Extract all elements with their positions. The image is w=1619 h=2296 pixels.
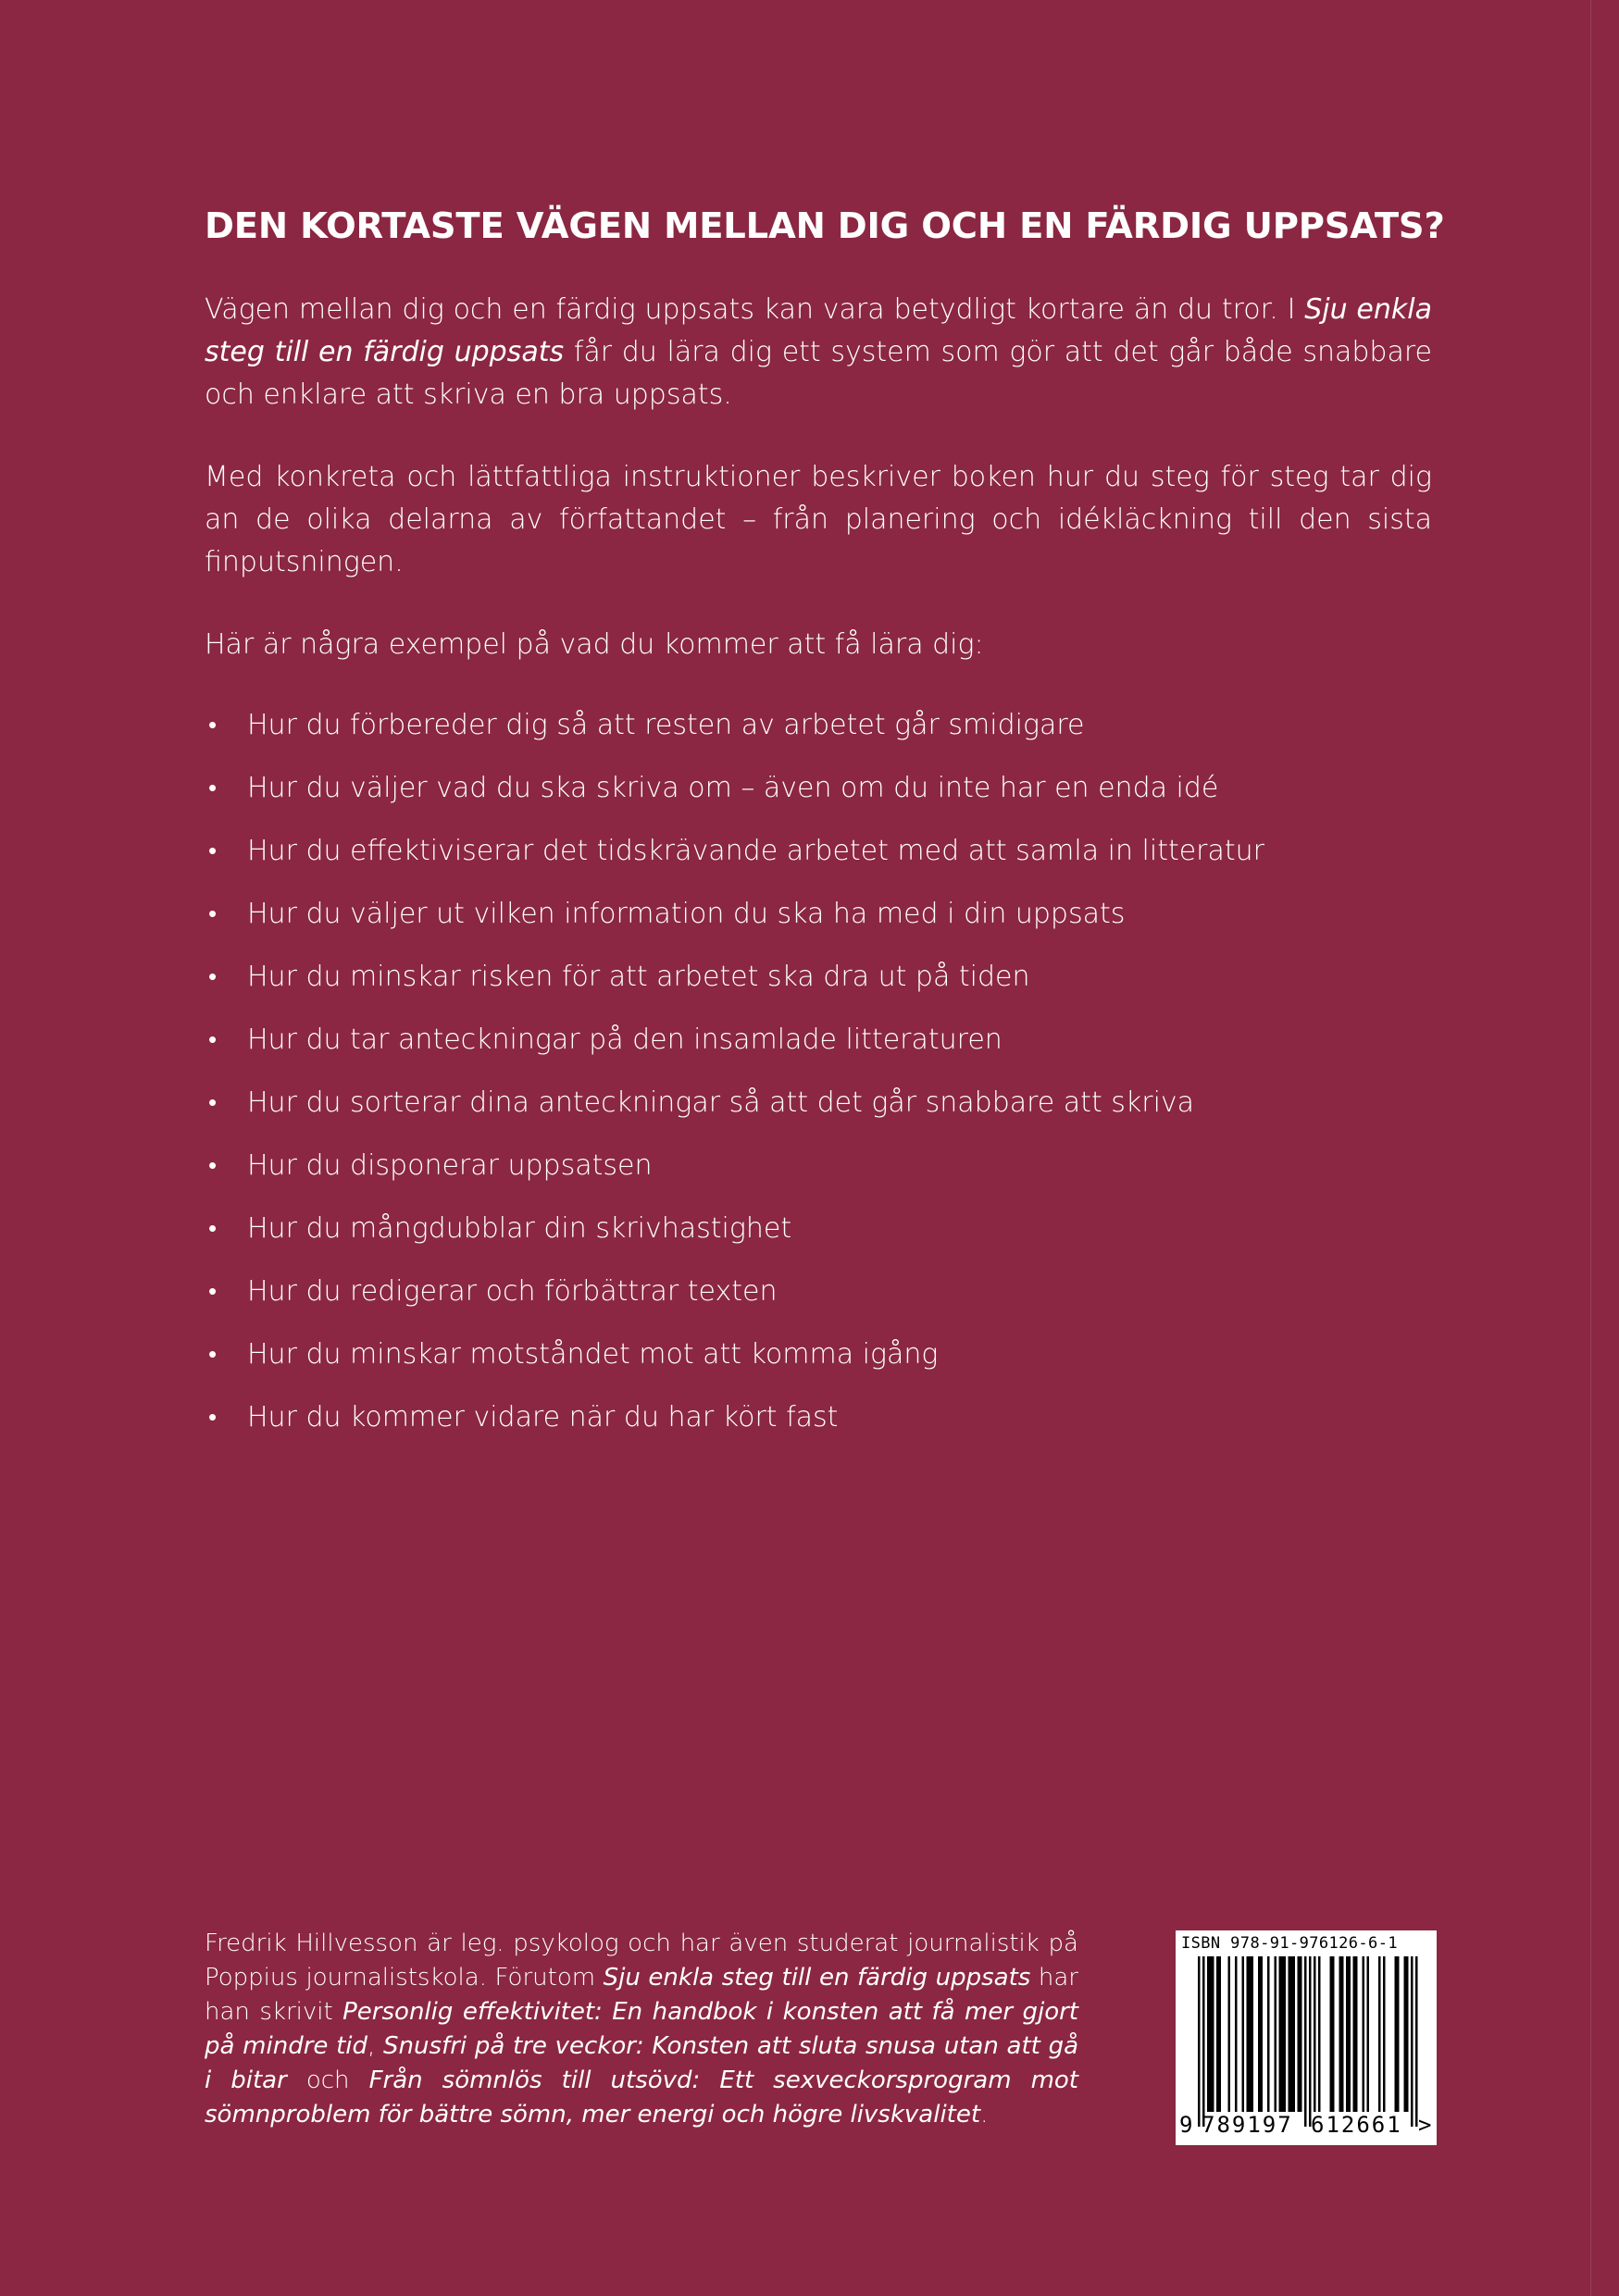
- bullet-icon: •: [208, 900, 218, 928]
- barcode-bar: [1318, 1956, 1321, 2112]
- barcode-bar: [1293, 1956, 1296, 2112]
- barcode-bar: [1261, 1956, 1264, 2112]
- blurb-text: Vägen mellan dig och en färdig uppsats kan vara betydligt kortare än du tror. I: [205, 293, 1305, 326]
- barcode-bar: [1304, 1956, 1307, 2127]
- barcode-bar: [1309, 1956, 1312, 2127]
- list-item-text: Hur du tar anteckningar på den insamlade litteraturen: [247, 1024, 1003, 1056]
- list-item-text: Hur du disponerar uppsatsen: [247, 1149, 653, 1182]
- bio-text: .: [980, 2101, 989, 2128]
- list-item: [205, 956, 1432, 999]
- book-title: Sju enkla steg till en färdig uppsats: [205, 293, 1432, 368]
- barcode-bar: [1267, 1956, 1270, 2112]
- book-title: Personlig effektivitet: En handbok i konsten att få mer gjort på mindre tid: [205, 1998, 1079, 2060]
- bio-text: Fredrik Hillvesson är leg. psykolog och har även studerat journalistik på Poppius journalistskola. Förutom: [205, 1930, 1078, 1992]
- bullet-icon: •: [208, 1152, 218, 1180]
- barcode-bar: [1332, 1956, 1335, 2112]
- barcode-bar: [1353, 1956, 1356, 2112]
- barcode-bar: [1202, 1956, 1205, 2127]
- list-item: [205, 704, 1432, 747]
- barcode-bar: [1219, 1956, 1222, 2112]
- list-item-text: Hur du minskar risken för att arbetet ska dra ut på tiden: [247, 961, 1030, 993]
- quiet-zone-arrow-icon: >: [1418, 2112, 1432, 2138]
- list-item-text: Hur du redigerar och förbättrar texten: [247, 1275, 778, 1308]
- barcode-bar: [1210, 1956, 1213, 2112]
- barcode-bar: [1355, 1956, 1358, 2112]
- barcode-bar: [1404, 1956, 1407, 2112]
- barcode-bar: [1252, 1956, 1254, 2112]
- barcode-bar: [1279, 1956, 1282, 2112]
- ean-digits: [1176, 2110, 1437, 2141]
- ean-right-digits: 612661: [1311, 2112, 1402, 2138]
- bullet-icon: •: [208, 1404, 218, 1432]
- barcode-bar: [1415, 1956, 1418, 2127]
- barcode-bar: [1383, 1956, 1386, 2112]
- list-intro: Här är några exempel på vad du kommer att få lära dig:: [205, 628, 984, 661]
- barcode-bar: [1314, 1956, 1316, 2112]
- bullet-icon: •: [208, 838, 218, 865]
- list-item-text: Hur du väljer ut vilken information du ska ha med i din uppsats: [247, 898, 1126, 930]
- bullet-icon: •: [208, 1341, 218, 1369]
- barcode-bar: [1284, 1956, 1287, 2112]
- list-item-text: Hur du minskar motståndet mot att komma igång: [247, 1338, 939, 1371]
- bullet-icon: •: [208, 1215, 218, 1243]
- list-item: [205, 1019, 1432, 1061]
- barcode-bar: [1275, 1956, 1277, 2112]
- barcode-bar: [1363, 1956, 1365, 2112]
- barcode-bar: [1235, 1956, 1238, 2112]
- author-bio: [205, 1927, 1078, 2132]
- barcode-bar: [1207, 1956, 1210, 2112]
- list-item-text: Hur du sorterar dina anteckningar så att det går snabbare att skriva: [247, 1086, 1195, 1119]
- blurb-paragraph-1: [205, 289, 1432, 416]
- barcode-bar: [1281, 1956, 1284, 2112]
- bio-text: ,: [367, 2032, 384, 2060]
- barcode-bar: [1397, 1956, 1400, 2112]
- ean-left-digits: 789197: [1202, 2112, 1293, 2138]
- barcode-bar: [1289, 1956, 1291, 2112]
- isbn-label: ISBN 978-91-976126-6-1: [1181, 1934, 1398, 1953]
- bullet-icon: •: [208, 712, 218, 739]
- bullet-icon: •: [208, 775, 218, 802]
- barcode-bar: [1247, 1956, 1250, 2112]
- bullet-icon: •: [208, 1278, 218, 1306]
- list-item-text: Hur du effektiviserar det tidskrävande arbetet med att samla in litteratur: [247, 835, 1264, 867]
- barcode-bar: [1346, 1956, 1349, 2112]
- list-item-text: Hur du förbereder dig så att resten av arbetet går smidigare: [247, 709, 1085, 741]
- barcode-bar: [1228, 1956, 1231, 2112]
- barcode-bar: [1258, 1956, 1261, 2112]
- list-item-text: Hur du väljer vad du ska skriva om – även om du inte har en enda idé: [247, 772, 1219, 804]
- list-item: [205, 1396, 1432, 1439]
- barcode-bar: [1216, 1956, 1219, 2112]
- book-title: Snusfri på tre veckor: Konsten att sluta snusa utan att gå i bitar: [205, 2032, 1079, 2094]
- list-item: [205, 1145, 1432, 1187]
- barcode-bar: [1300, 1956, 1302, 2112]
- list-item: [205, 1208, 1432, 1250]
- learning-list: [205, 704, 1432, 1439]
- cover-heading: DEN KORTASTE VÄGEN MELLAN DIG OCH EN FÄRDIG UPPSATS?: [205, 205, 1445, 247]
- list-item: [205, 1334, 1432, 1376]
- barcode-bar: [1341, 1956, 1344, 2112]
- barcode-bar: [1339, 1956, 1342, 2112]
- barcode-bar: [1198, 1956, 1201, 2127]
- list-item: [205, 1271, 1432, 1313]
- bullet-icon: •: [208, 963, 218, 991]
- barcode-bar: [1249, 1956, 1252, 2112]
- bullet-icon: •: [208, 1026, 218, 1054]
- barcode-bar: [1242, 1956, 1245, 2112]
- spine-edge-line: [1590, 0, 1591, 2296]
- blurb: [205, 289, 1432, 1459]
- barcode-bar: [1298, 1956, 1301, 2112]
- ean-first-digit: 9: [1179, 2112, 1193, 2138]
- blurb-text: får du lära dig ett system som gör att det går både snabbare och enklare att skriva en bra uppsats.: [205, 336, 1432, 411]
- barcode-bar: [1212, 1956, 1214, 2112]
- book-title: Sju enkla steg till en färdig uppsats: [603, 1964, 1031, 1992]
- barcode-bar: [1378, 1956, 1381, 2112]
- bio-text: har han skrivit: [205, 1964, 1078, 2026]
- list-item: [205, 767, 1432, 810]
- barcode-bar: [1349, 1956, 1351, 2112]
- barcode-bar: [1395, 1956, 1398, 2112]
- barcode-bar: [1330, 1956, 1333, 2112]
- bullet-icon: •: [208, 1089, 218, 1117]
- list-item: [205, 830, 1432, 873]
- barcode-bar: [1290, 1956, 1293, 2112]
- barcode-bar: [1367, 1956, 1370, 2112]
- blurb-paragraph-2: Med konkreta och lättfattliga instruktioner beskriver boken hur du steg för steg tar dig an de olika delarna av författandet – från planering och idékläckning till den sista finputsningen.: [205, 461, 1432, 578]
- barcode-bar: [1411, 1956, 1414, 2127]
- list-item: [205, 893, 1432, 936]
- book-title: Från sömnlös till utsövd: Ett sexveckorsprogram mot sömnproblem för bättre sömn, mer energi och högre livskvalitet: [205, 2066, 1078, 2128]
- list-item: [205, 1082, 1432, 1124]
- list-item-text: Hur du mångdubblar din skrivhastighet: [247, 1212, 792, 1245]
- bio-text: och: [286, 2066, 369, 2094]
- list-item-text: Hur du kommer vidare när du har kört fast: [247, 1401, 839, 1433]
- barcode-bar: [1406, 1956, 1409, 2112]
- isbn-barcode: [1176, 1930, 1437, 2145]
